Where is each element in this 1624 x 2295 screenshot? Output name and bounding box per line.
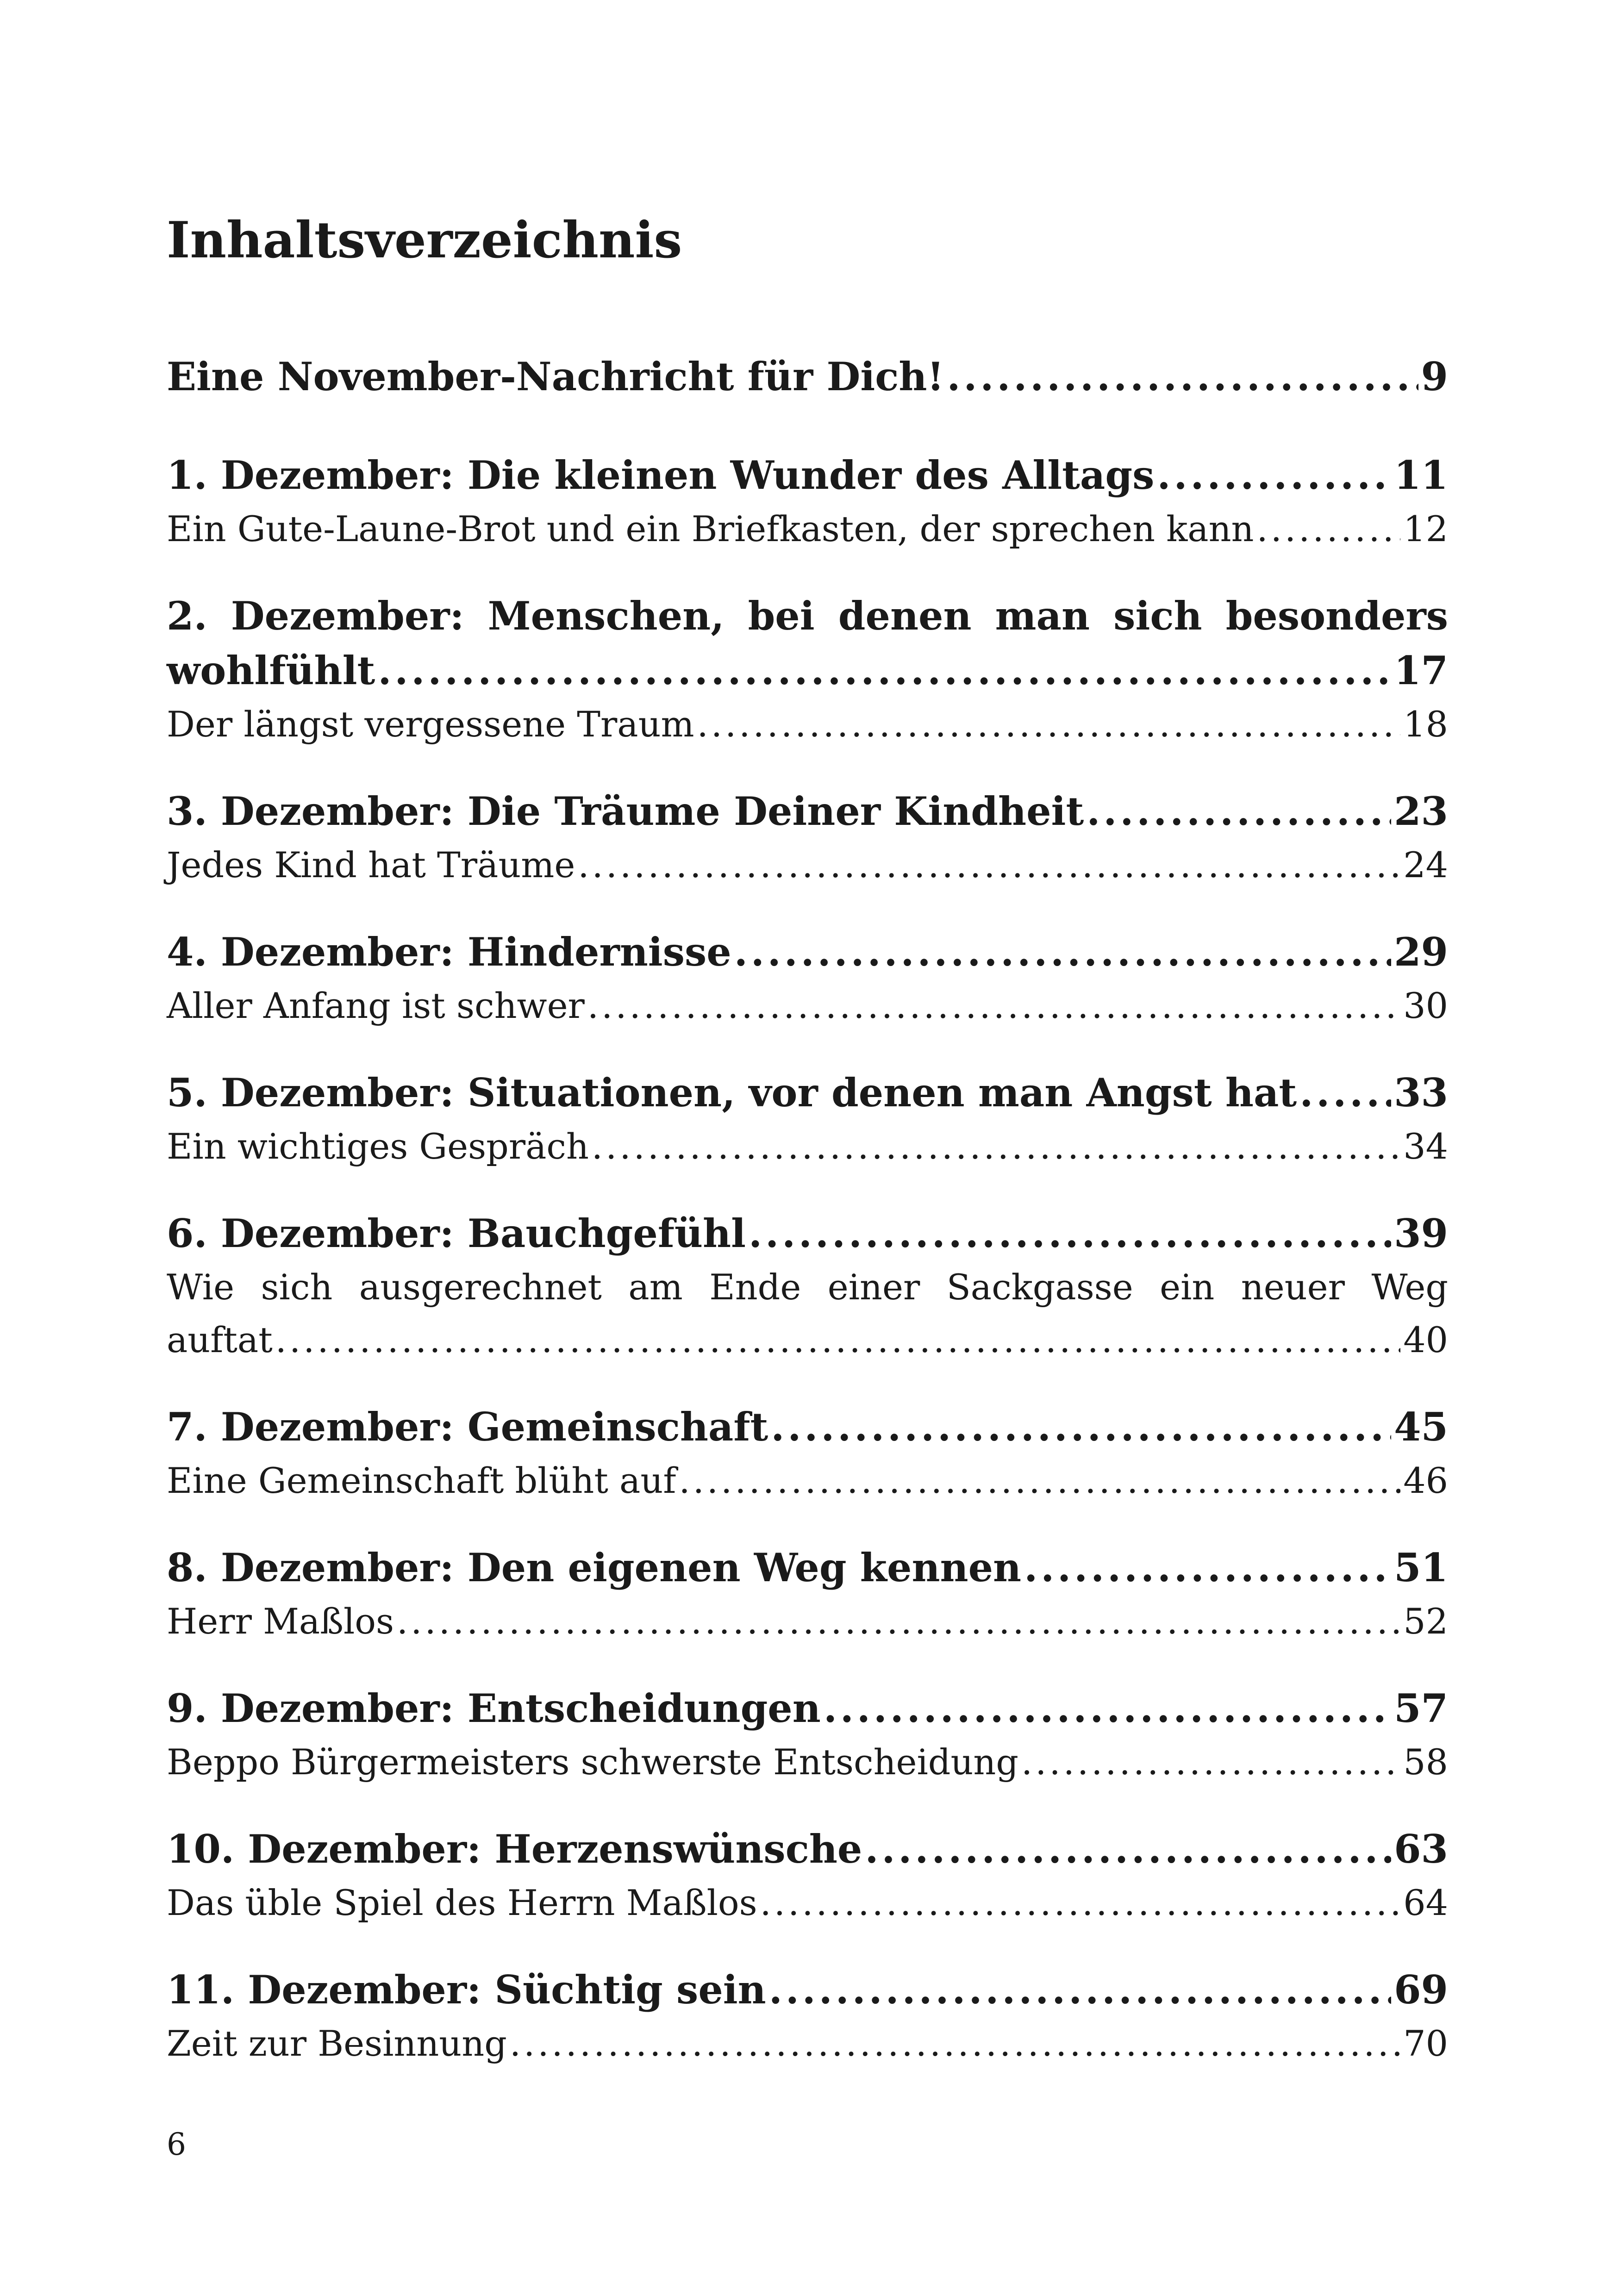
toc-chapter-title: 2. Dezember: Menschen, bei denen man sich besonders (167, 593, 1448, 639)
toc-page-number: 63 (1394, 1826, 1448, 1872)
toc-chapter-line (167, 1206, 1448, 1261)
toc-page-number: 40 (1403, 1319, 1448, 1360)
toc-page-number: 70 (1403, 2023, 1448, 2064)
toc-dot-leader (1299, 1066, 1391, 1120)
toc-section-title: Zeit zur Besinnung (167, 2023, 507, 2064)
toc-dot-leader (947, 349, 1418, 404)
toc-page-number: 30 (1403, 985, 1448, 1026)
toc-page-number: 12 (1403, 508, 1448, 549)
toc-section-title: Eine Gemeinschaft blüht auf (167, 1460, 676, 1501)
toc-dot-leader (378, 643, 1391, 698)
toc-section-line (167, 1314, 1448, 1366)
toc-section-title: Ein wichtiges Gespräch (167, 1126, 589, 1167)
toc-dot-leader (1087, 784, 1391, 839)
toc-chapter-title: 5. Dezember: Situationen, vor denen man Angst hat (167, 1070, 1297, 1116)
toc-chapter-line (167, 349, 1448, 404)
toc-chapter-title: 7. Dezember: Gemeinschaft (167, 1404, 768, 1450)
toc-page-number: 18 (1403, 704, 1448, 745)
toc-dot-leader (592, 1120, 1400, 1173)
toc-chapter-line (167, 643, 1448, 698)
toc-page-number: 29 (1394, 929, 1448, 975)
toc-section-line (167, 2017, 1448, 2070)
toc-entry (167, 589, 1448, 751)
toc-chapter-title: 10. Dezember: Herzenswünsche (167, 1826, 862, 1872)
toc-section-line (167, 698, 1448, 751)
toc-chapter-line (167, 1540, 1448, 1595)
toc-entry (167, 1066, 1448, 1173)
toc-chapter-line (167, 925, 1448, 979)
toc-entry (167, 925, 1448, 1032)
toc-dot-leader (865, 1822, 1391, 1877)
toc-dot-leader (760, 1877, 1401, 1929)
toc-page-number: 33 (1394, 1070, 1448, 1116)
toc-section-title: Aller Anfang ist schwer (167, 985, 585, 1026)
toc-dot-leader (734, 925, 1391, 979)
page-number: 6 (167, 2127, 186, 2162)
toc-chapter-title: 3. Dezember: Die Träume Deiner Kindheit (167, 788, 1084, 834)
toc-section-title: Beppo Bürgermeisters schwerste Entscheidung (167, 1741, 1018, 1783)
toc-section-title: Der längst vergessene Traum (167, 704, 694, 745)
toc-section-line (167, 1120, 1448, 1173)
toc-dot-leader (397, 1595, 1400, 1648)
toc-chapter-title: 9. Dezember: Entscheidungen (167, 1685, 821, 1731)
toc-page-number: 64 (1403, 1882, 1448, 1923)
toc-dot-leader (275, 1314, 1401, 1366)
toc-page-number: 34 (1403, 1126, 1448, 1167)
toc-section-line (167, 1454, 1448, 1507)
toc-section-line (167, 503, 1448, 555)
toc-page-number: 39 (1394, 1210, 1448, 1256)
toc-page-number: 69 (1394, 1967, 1448, 2013)
toc-entry (167, 1681, 1448, 1789)
toc-dot-leader (697, 698, 1401, 751)
toc-section-line (167, 1595, 1448, 1648)
toc-entry (167, 448, 1448, 555)
toc-page-number: 57 (1394, 1685, 1448, 1731)
toc-page-number: 51 (1394, 1545, 1448, 1590)
toc-dot-leader (578, 839, 1400, 892)
toc-chapter-line (167, 1963, 1448, 2017)
toc-page-number: 52 (1403, 1601, 1448, 1642)
toc-page-number: 17 (1394, 648, 1448, 693)
toc-section-title: Wie sich ausgerechnet am Ende einer Sackgasse ein neuer Weg (167, 1266, 1448, 1308)
toc-chapter-title: 4. Dezember: Hindernisse (167, 929, 731, 975)
toc-chapter-line (167, 1681, 1448, 1736)
toc-section-title: Jedes Kind hat Träume (167, 844, 575, 886)
toc-entry (167, 1206, 1448, 1366)
toc-chapter-title: 6. Dezember: Bauchgefühl (167, 1210, 746, 1256)
toc-chapter-line (167, 784, 1448, 839)
toc-section-title: auftat (167, 1319, 273, 1360)
toc-chapter-title: wohlfühlt (167, 648, 375, 693)
toc-dot-leader (771, 1400, 1391, 1454)
toc-section-title: Herr Maßlos (167, 1601, 394, 1642)
toc-entry (167, 784, 1448, 892)
toc-dot-leader (1021, 1736, 1400, 1789)
toc-dot-leader (749, 1206, 1391, 1261)
toc-entry (167, 1822, 1448, 1929)
toc-page-number: 11 (1394, 452, 1448, 498)
table-of-contents (167, 349, 1448, 2103)
toc-section-title: Das üble Spiel des Herrn Maßlos (167, 1882, 757, 1923)
toc-dot-leader (510, 2017, 1400, 2070)
toc-entry (167, 349, 1448, 404)
toc-page-number: 45 (1394, 1404, 1448, 1450)
toc-page-number: 9 (1421, 354, 1448, 399)
toc-dot-leader (769, 1963, 1391, 2017)
book-page (167, 0, 1448, 2295)
page-title: Inhaltsverzeichnis (167, 211, 682, 269)
toc-page-number: 23 (1394, 788, 1448, 834)
toc-chapter-line (167, 448, 1448, 503)
toc-chapter-title: 8. Dezember: Den eigenen Weg kennen (167, 1545, 1022, 1590)
toc-entry (167, 1400, 1448, 1507)
toc-section-line (167, 839, 1448, 892)
toc-chapter-line (167, 1822, 1448, 1877)
toc-chapter-title: 11. Dezember: Süchtig sein (167, 1967, 766, 2013)
toc-page-number: 24 (1403, 844, 1448, 886)
toc-dot-leader (679, 1454, 1400, 1507)
toc-chapter-title: Eine November-Nachricht für Dich! (167, 354, 944, 399)
toc-dot-leader (1024, 1540, 1391, 1595)
toc-page-number: 58 (1403, 1741, 1448, 1783)
toc-dot-leader (1157, 448, 1391, 503)
toc-entry (167, 1963, 1448, 2070)
toc-dot-leader (1256, 503, 1400, 555)
toc-section-line (167, 979, 1448, 1032)
toc-section-line (167, 1736, 1448, 1789)
toc-section-line (167, 1877, 1448, 1929)
toc-chapter-line (167, 1400, 1448, 1454)
toc-section-title: Ein Gute-Laune-Brot und ein Briefkasten, der sprechen kann (167, 508, 1254, 549)
toc-chapter-title: 1. Dezember: Die kleinen Wunder des Alltags (167, 452, 1155, 498)
toc-dot-leader (824, 1681, 1391, 1736)
toc-page-number: 46 (1403, 1460, 1448, 1501)
toc-chapter-line (167, 1066, 1448, 1120)
toc-dot-leader (587, 979, 1400, 1032)
toc-entry (167, 1540, 1448, 1648)
